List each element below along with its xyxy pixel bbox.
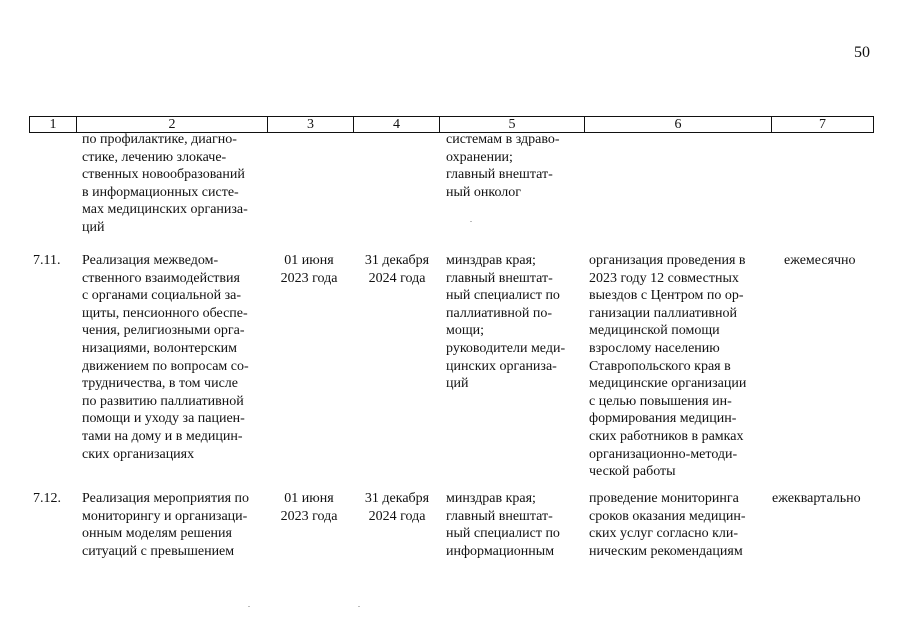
responsible-text: минздрав края; главный внештат- ный специалист по информационным: [446, 491, 560, 559]
continuation-responsible-text: системам в здраво- охранении; главный внештат- ный онколог: [446, 132, 560, 200]
periodicity: ежемесячно: [784, 253, 856, 268]
continuation-measure-text: по профилактике, диагно- стике, лечению злокаче- ственных новообразований в информационных систе- мах медицинских организа- ций: [82, 132, 248, 235]
scan-speck: [358, 606, 360, 607]
periodicity: ежеквартально: [772, 491, 861, 506]
end-date: 31 декабря 2024 года: [364, 253, 430, 286]
column-number-4: 4: [354, 117, 440, 133]
result-text: проведение мониторинга сроков оказания медицин- ских услуг согласно кли- ническим рекомендациям: [589, 491, 746, 559]
measure-text: Реализация межведом- ственного взаимодействия с органами социальной за- щиты, пенсионного обеспе- чения, религиозными орга- низациями, волонтерским движением по вопросам со- трудничества, в том числе по развитию паллиативной помощи и уходу за пациен- тами на дому и в медицин- ских организациях: [82, 253, 249, 462]
responsible-text: минздрав края; главный внештат- ный специалист по паллиативной по- мощи; руководители меди- цинских организа- ций: [446, 253, 566, 392]
start-date: 01 июня 2023 года: [280, 253, 338, 286]
measure-text: Реализация мероприятия по мониторингу и организаци- онным моделям решения ситуаций с превышением: [82, 491, 250, 559]
column-number-5: 5: [440, 117, 585, 133]
column-number-2: 2: [77, 117, 268, 133]
end-date: 31 декабря 2024 года: [364, 491, 430, 524]
column-number-1: 1: [30, 117, 77, 133]
page-number: 50: [854, 44, 870, 61]
result-text: организация проведения в 2023 году 12 совместных выездов с Центром по ор- ганизации паллиативной медицинской помощи взрослому населению Ставропольского края в медицинские организации с целью повышения ин- формирования медицин- ских работников в рамках организационно-методи- ческой работы: [589, 253, 747, 480]
row-number: 7.12.: [33, 491, 61, 506]
column-number-7: 7: [772, 117, 874, 133]
column-number-6: 6: [585, 117, 772, 133]
column-number-3: 3: [268, 117, 354, 133]
row-number: 7.11.: [33, 253, 61, 268]
scan-speck: [248, 606, 250, 607]
start-date: 01 июня 2023 года: [280, 491, 338, 524]
scan-speck: [470, 221, 472, 222]
